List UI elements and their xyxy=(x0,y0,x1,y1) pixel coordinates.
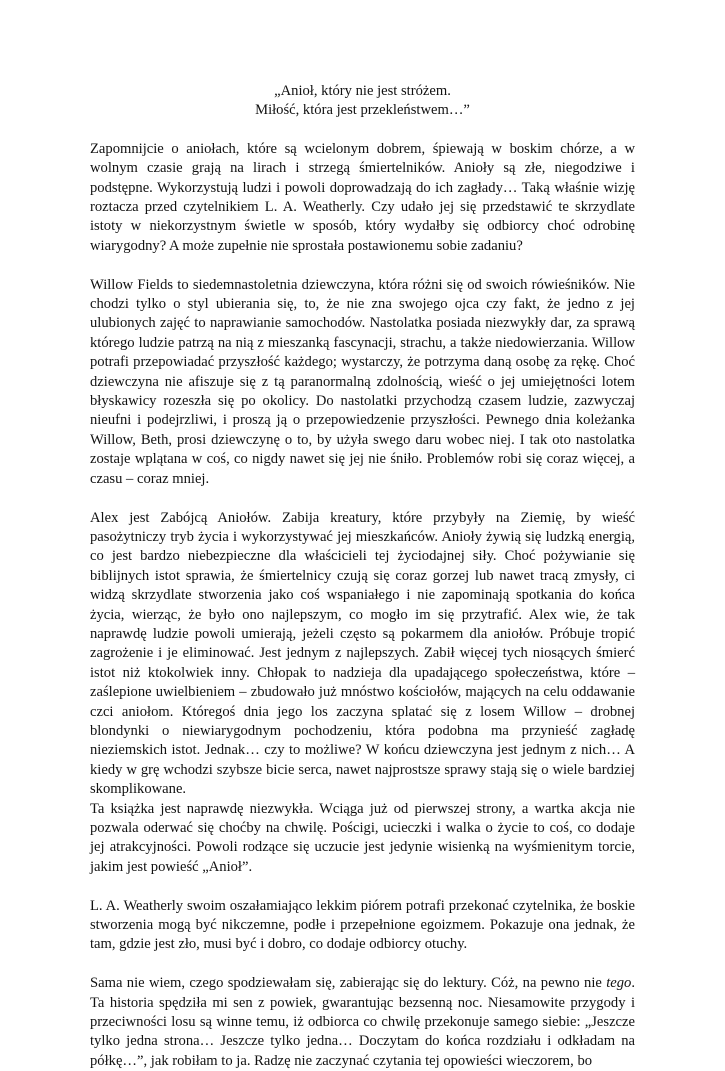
paragraph-opinion: Ta książka jest naprawdę niezwykła. Wciąga już od pierwszej strony, a wartka akcja nie pozwala oderwać się choćby na chwilę. Pościgi, ucieczki i walka o życie to coś, co dodaje jej atrakcyjności. Powoli rodzące się uczucie jest jedynie wisienką na wyśmienitym torcie, jakim jest powieść „Anioł”. xyxy=(90,800,635,875)
epigraph xyxy=(90,82,635,121)
paragraph-intro: Zapomnijcie o aniołach, które są wcielonym dobrem, śpiewają w boskim chórze, a w wolnym czasie grają na lirach i strzegą śmiertelników. Anioły są złe, niegodziwe i podstępne. Wykorzystują ludzi i powoli doprowadzają do ich zagłady… Taką właśnie wizję roztacza przed czytelnikiem L. A. Weatherly. Czy udało jej się przedstawić te skrzydlate istoty w niekorzystnym świetle w sposób, który wydałby się odbiorcy choć odrobinę wiarygodny? A może zupełnie nie sprostała postawionemu sobie zadaniu? xyxy=(90,140,635,254)
epigraph-line-2: Miłość, która jest przekleństwem…” xyxy=(255,102,470,119)
paragraph-author: L. A. Weatherly swoim oszałamiająco lekkim piórem potrafi przekonać czytelnika, że boskie stworzenia mogą być nikczemne, podłe i przepełnione egoizmem. Pokazuje ona jednak, że tam, gdzie jest zło, musi być i dobro, co dodaje odbiorcy otuchy. xyxy=(90,897,635,953)
paragraph-alex: Alex jest Zabójcą Aniołów. Zabija kreatury, które przybyły na Ziemię, by wieść pasożytniczy tryb życia i wykorzystywać jej mieszkańców. Anioły żywią się ludzką energią, co jest bardzo niebezpieczne dla właścicieli tej życiodajnej siły. Choć pożywianie się biblijnych istot sprawia, że śmiertelnicy czują się coraz gorzej lub nawet tracą zmysły, ci widzą skrzydlate stworzenia jako coś wspaniałego i nie zapominają spotkania do końca życia, wierząc, że było ono najlepszym, co mogło im się przytrafić. Alex wie, że tak naprawdę ludzie powoli umierają, jeżeli często są pokarmem dla aniołów. Próbuje tropić zagrożenie i je eliminować. Jest jednym z najlepszych. Zabił więcej tych niosących śmierć istot niż ktokolwiek inny. Chłopak to nadzieja dla upadającego społeczeństwa, które – zaślepione uwielbieniem – zbudowało już mnóstwo kościołów, mających na celu oddawanie czci aniołom. Któregoś dnia jego los zaczyna splatać się z losem Willow – drobnej blondynki o niewiarygodnym pochodzeniu, która podobna ma przynieść zagładę nieziemskich istot. Jednak… czy to możliwe? W końcu dziewczyna jest jednym z nich… A kiedy w grę wchodzi szybsze bicie serca, nawet najprostsze sprawy stają się o wiele bardziej skomplikowane. xyxy=(90,509,635,798)
paragraph-willow: Willow Fields to siedemnastoletnia dziewczyna, która różni się od swoich rówieśników. Nie chodzi tylko o styl ubierania się, to, że nie zna swojego ojca czy fakt, że jedno z jej ulubionych zajęć to naprawianie samochodów. Nastolatka posiada niezwykły dar, za sprawą którego ludzie patrzą na nią z mieszanką fascynacji, strachu, a także niedowierzania. Willow potrafi przepowiadać przyszłość każdego; wystarczy, że potrzyma daną osobę za rękę. Choć dziewczyna nie afiszuje się z tą paranormalną zdolnością, wieść o jej umiejętności lotem błyskawicy rozeszła się po okolicy. Do nastolatki przychodzą czasem ludzie, zazwyczaj nieufni i podejrzliwi, i proszą ją o przepowiedzenie przyszłości. Pewnego dnia koleżanka Willow, Beth, prosi dziewczynę o to, by użyła swego daru wobec niej. I tak oto nastolatka zostaje wplątana w coś, co nigdy nawet się jej nie śniło. Problemów robi się coraz więcej, a czasu – coraz mniej. xyxy=(90,276,635,487)
closing-italic-word: tego xyxy=(606,975,632,992)
closing-text-start: Sama nie wiem, czego spodziewałam się, zabierając się do lektury. Cóż, na pewno nie xyxy=(90,975,607,992)
epigraph-line-1: „Anioł, który nie jest stróżem. xyxy=(274,83,451,99)
paragraph-closing xyxy=(90,974,635,1071)
document-page xyxy=(90,82,635,1071)
closing-text-end: . Ta historia spędziła mi sen z powiek, gwarantując bezsenną noc. Niesamowite przygody i przeciwności losu są winne temu, iż odbiorca co chwilę przekonuje samego siebie: „Jeszcze tylko jedna strona… Jeszcze tylko jedna… Doczytam do końca rozdziału i odkładam na półkę…”, jak robiłam to ja. Radzę nie zaczynać czytania tej opowieści wieczorem, bo xyxy=(90,975,635,1069)
